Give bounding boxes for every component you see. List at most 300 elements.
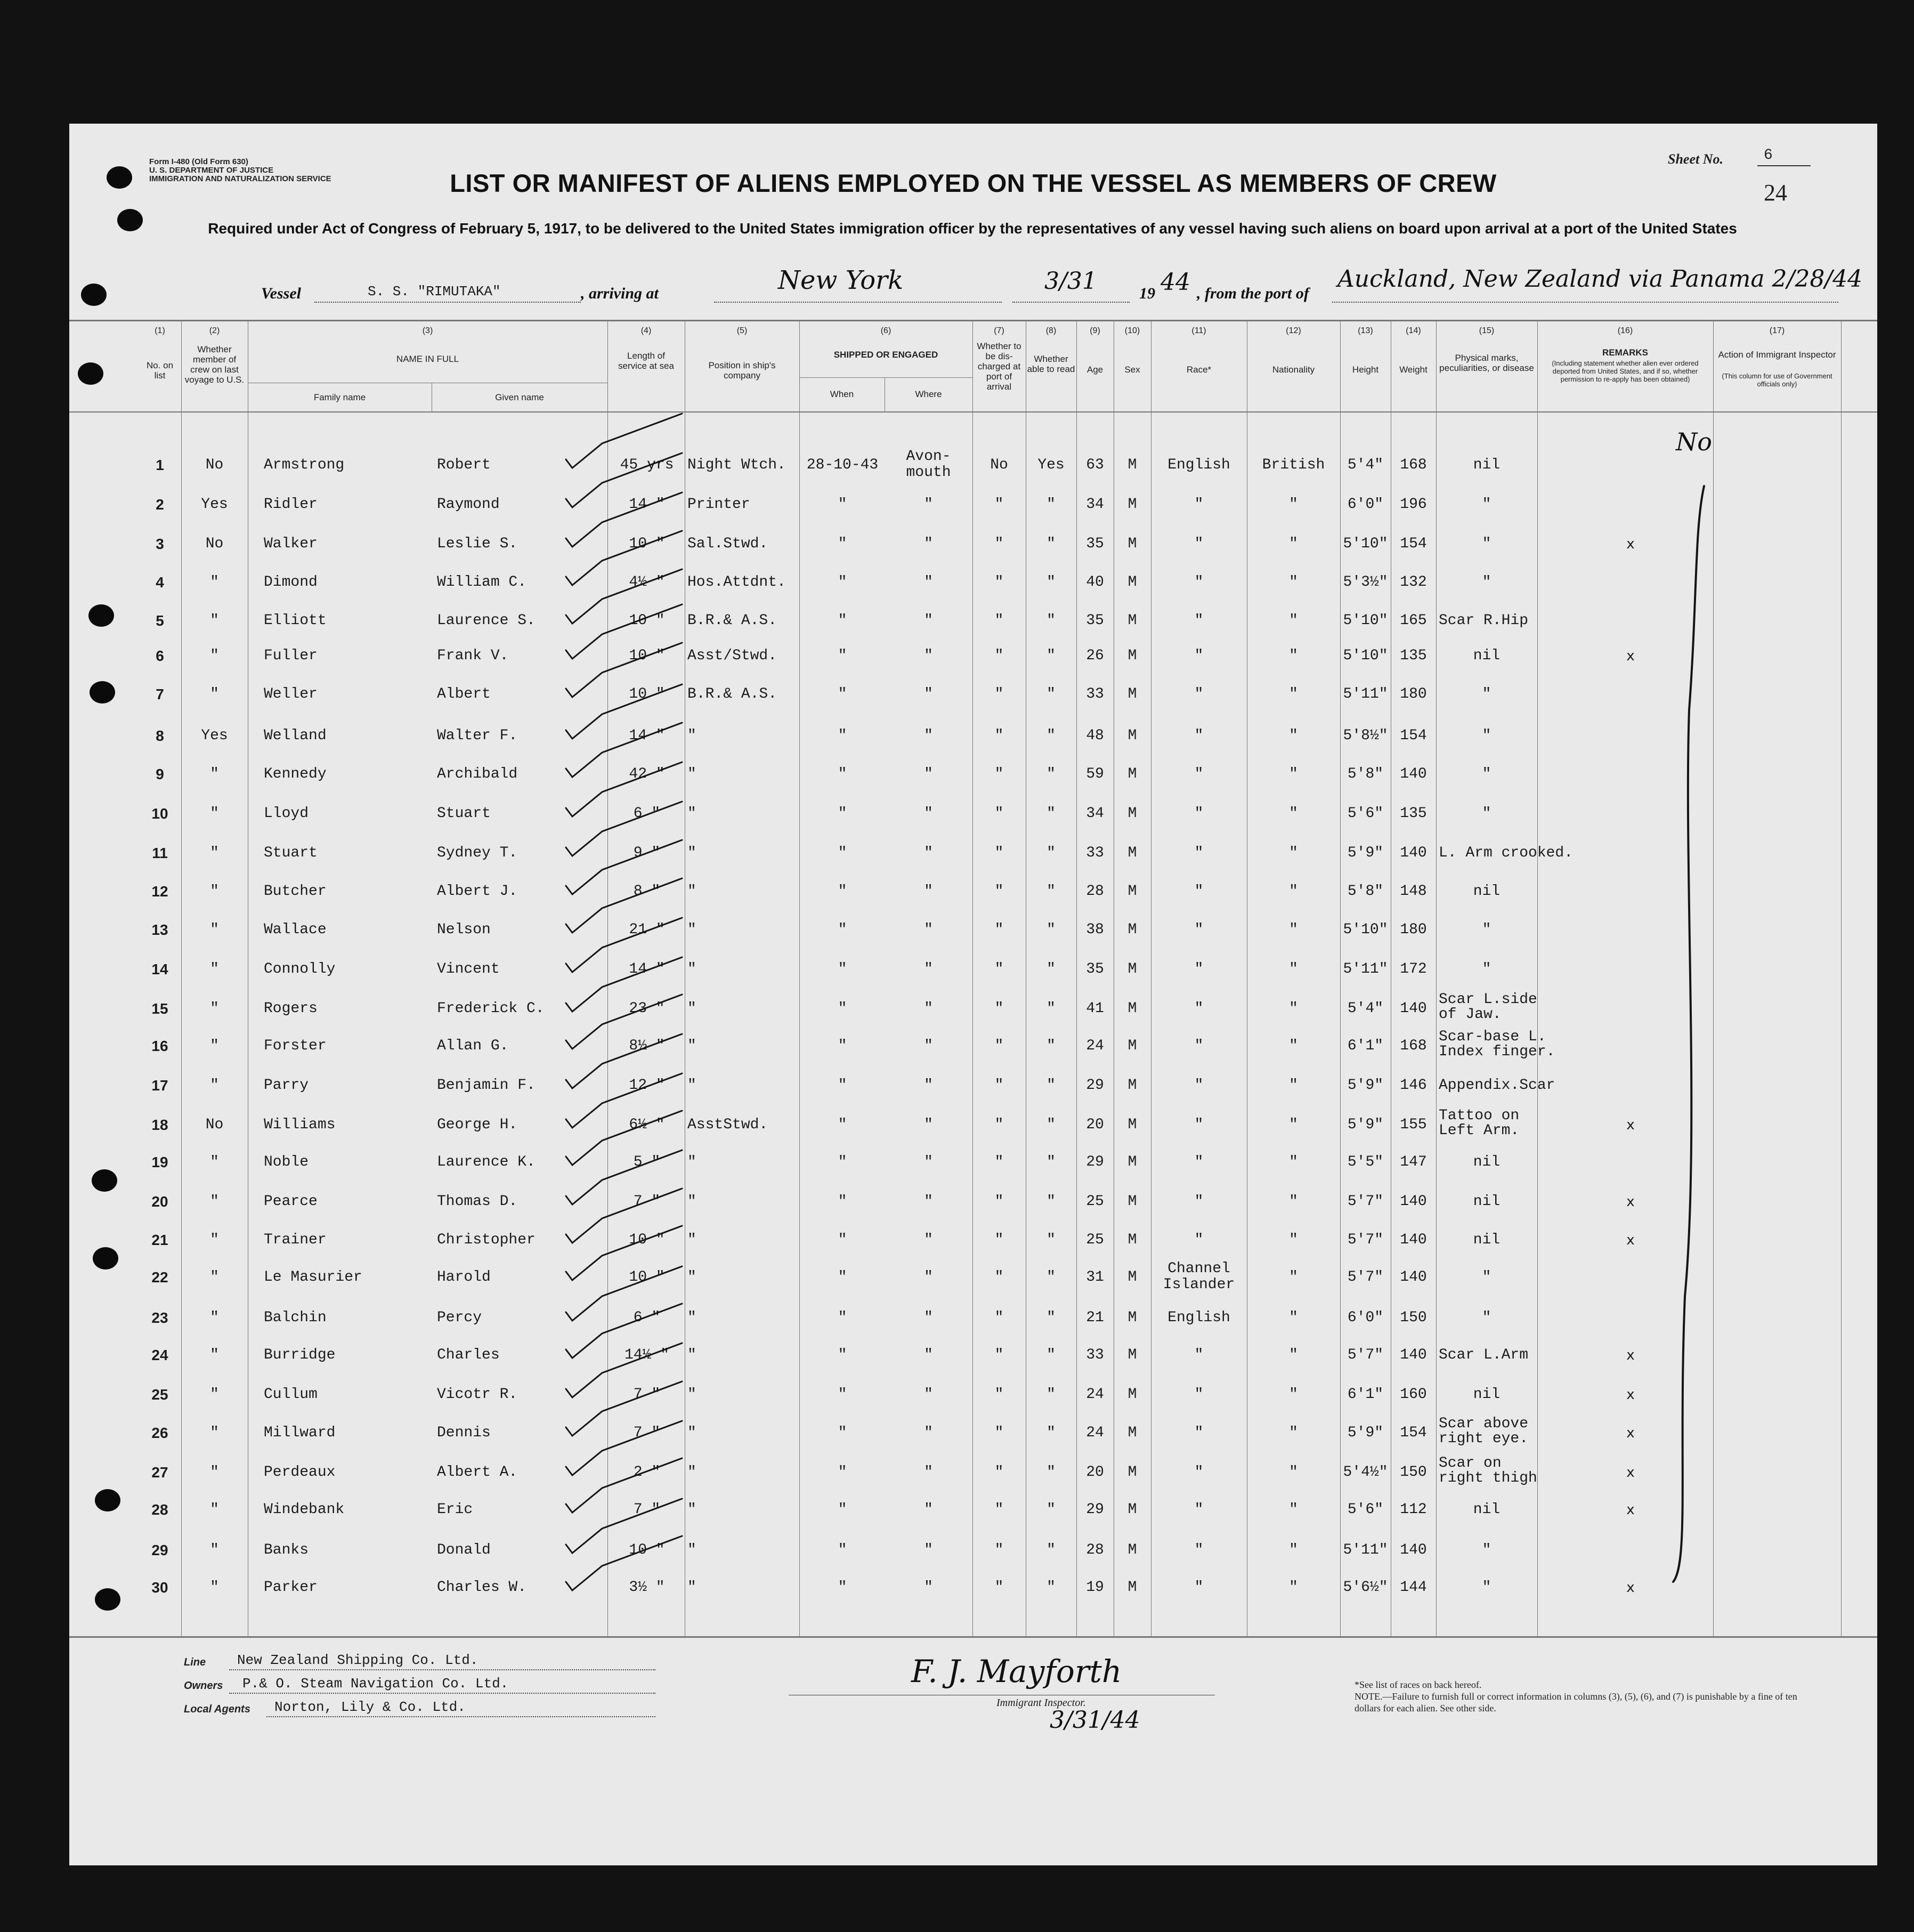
physical-marks-cell: " — [1482, 496, 1491, 513]
given-name-cell: Albert A. — [437, 1464, 518, 1481]
height-cell: 5'9" — [1347, 1117, 1384, 1133]
col-header-marks: Physical marks, peculiarities, or disease — [1439, 353, 1534, 373]
race-cell: " — [1194, 1232, 1204, 1248]
check-mark — [566, 1499, 682, 1553]
race-cell: " — [1194, 766, 1204, 782]
height-cell: 5'8" — [1347, 766, 1384, 782]
engaged-where-cell: " — [924, 1542, 933, 1558]
can-read-cell: " — [1047, 1347, 1056, 1363]
height-cell: 5'9" — [1347, 1077, 1384, 1094]
discharged-cell: " — [994, 496, 1004, 513]
position-cell: " — [687, 1579, 696, 1596]
position-cell: " — [687, 1386, 696, 1403]
position-cell: " — [687, 1269, 696, 1286]
age-cell: 24 — [1086, 1038, 1104, 1054]
service-cell: 14 " — [629, 961, 665, 977]
service-cell: 7 " — [633, 1193, 661, 1210]
age-cell: 59 — [1086, 766, 1104, 782]
weight-cell: 155 — [1400, 1117, 1427, 1133]
can-read-cell: " — [1047, 1425, 1056, 1441]
physical-marks-cell: nil — [1473, 457, 1501, 473]
position-cell: B.R.& A.S. — [687, 686, 777, 702]
engaged-when-cell: " — [838, 1232, 847, 1248]
weight-cell: 140 — [1400, 1347, 1427, 1363]
engaged-when-cell: " — [838, 1464, 847, 1481]
engaged-where-cell: " — [924, 1154, 933, 1170]
last-voyage-cell: " — [210, 1386, 219, 1403]
race-cell: " — [1194, 1117, 1204, 1133]
family-name-cell: Dimond — [264, 574, 318, 591]
age-cell: 38 — [1086, 921, 1104, 938]
height-cell: 6'1" — [1347, 1386, 1384, 1403]
sex-cell: M — [1128, 686, 1137, 702]
can-read-cell: " — [1047, 536, 1056, 552]
discharged-cell: " — [994, 1309, 1004, 1326]
engaged-when-cell: " — [838, 496, 847, 513]
row-number: 7 — [156, 686, 164, 702]
engaged-when-cell: " — [838, 648, 847, 664]
sex-cell: M — [1128, 1038, 1137, 1054]
nationality-cell: " — [1289, 1269, 1298, 1286]
engaged-when-cell: " — [838, 536, 847, 552]
race-cell: " — [1194, 1464, 1204, 1481]
age-cell: 33 — [1086, 686, 1104, 702]
physical-marks-cell: " — [1482, 727, 1491, 744]
given-name-cell: Charles W. — [437, 1579, 527, 1596]
family-name-cell: Weller — [264, 686, 318, 702]
nationality-cell: " — [1289, 727, 1298, 744]
height-cell: 6'1" — [1347, 1038, 1384, 1054]
race-cell: " — [1194, 612, 1204, 629]
physical-marks-cell: Scar above right eye. — [1439, 1416, 1529, 1447]
discharged-cell: " — [994, 686, 1004, 702]
discharged-cell: " — [994, 1000, 1004, 1017]
nationality-cell: British — [1262, 457, 1325, 473]
col-header-name: NAME IN FULL — [396, 354, 459, 364]
weight-cell: 160 — [1400, 1386, 1427, 1403]
weight-cell: 180 — [1400, 686, 1427, 702]
service-cell: 7 " — [633, 1386, 661, 1403]
nationality-cell: " — [1289, 612, 1298, 629]
engaged-when-cell: " — [838, 961, 847, 977]
inspector-label: Immigrant Inspector. — [996, 1697, 1086, 1709]
check-mark — [566, 1421, 682, 1475]
physical-marks-cell: L. Arm crooked. — [1439, 845, 1574, 861]
physical-marks-cell: nil — [1473, 1232, 1501, 1248]
check-mark — [566, 531, 682, 585]
race-cell: English — [1167, 457, 1230, 473]
col-header-weight: Weight — [1399, 365, 1428, 375]
sex-cell: M — [1128, 845, 1137, 861]
height-cell: 6'0" — [1347, 1309, 1384, 1326]
last-voyage-cell: " — [210, 1038, 219, 1054]
last-voyage-cell: " — [210, 1347, 219, 1363]
family-name-cell: Butcher — [264, 883, 327, 900]
last-voyage-cell: " — [210, 612, 219, 629]
col-header-no: No. on list — [146, 360, 174, 381]
departure-port-handwritten: Auckland, New Zealand via Panama 2/28/44 — [1337, 265, 1863, 293]
inspector-brace-line — [1673, 486, 1704, 1582]
family-name-cell: Balchin — [264, 1309, 327, 1326]
row-number: 6 — [156, 648, 164, 664]
col-header-remarks-note: (Including statement whether alien ever ordered deported from United States, and if so, whether permission to re-apply has been obtained) — [1552, 359, 1699, 383]
position-cell: " — [687, 883, 696, 900]
nationality-cell: " — [1289, 1386, 1298, 1403]
engaged-where-cell: " — [924, 961, 933, 977]
weight-cell: 150 — [1400, 1464, 1427, 1481]
physical-marks-cell: " — [1482, 536, 1491, 552]
family-name-cell: Wallace — [264, 921, 327, 938]
last-voyage-cell: No — [205, 536, 224, 552]
height-cell: 5'5" — [1347, 1154, 1384, 1170]
check-mark — [566, 802, 682, 856]
height-cell: 5'7" — [1347, 1232, 1384, 1248]
last-voyage-cell: " — [210, 1425, 219, 1441]
nationality-cell: " — [1289, 1038, 1298, 1054]
position-cell: Printer — [687, 496, 750, 513]
age-cell: 26 — [1086, 648, 1104, 664]
position-cell: " — [687, 1232, 696, 1248]
remark-cell: x — [1626, 536, 1635, 552]
arrival-date-handwritten: 3/31 — [1044, 268, 1097, 295]
service-cell: 6½ " — [629, 1117, 665, 1133]
engaged-when-cell: " — [838, 1038, 847, 1054]
engaged-where-cell: " — [924, 496, 933, 513]
remark-cell: x — [1626, 1425, 1635, 1441]
nationality-cell: " — [1289, 1000, 1298, 1017]
physical-marks-cell: " — [1482, 921, 1491, 938]
race-cell: " — [1194, 648, 1204, 664]
family-name-cell: Lloyd — [264, 805, 309, 822]
col-num: (11) — [1191, 326, 1206, 335]
row-number: 17 — [151, 1077, 168, 1094]
sex-cell: M — [1128, 1000, 1137, 1017]
sex-cell: M — [1128, 727, 1137, 744]
service-cell: 10 " — [629, 612, 665, 629]
engaged-where-cell: " — [924, 536, 933, 552]
weight-cell: 165 — [1400, 612, 1427, 629]
col-header-discharged: Whether to be dis-charged at port of arrival — [977, 341, 1021, 392]
engaged-when-cell: " — [838, 1425, 847, 1441]
col-num: (1) — [155, 326, 165, 335]
row-number: 25 — [151, 1386, 168, 1403]
col-num: (10) — [1124, 326, 1140, 335]
position-cell: " — [687, 1501, 696, 1518]
service-cell: 7 " — [633, 1501, 661, 1518]
col-header-inspector: Action of Immigrant Inspector — [1718, 350, 1836, 360]
discharged-cell: " — [994, 727, 1004, 744]
row-number: 3 — [156, 536, 164, 552]
discharged-cell: " — [994, 1579, 1004, 1596]
family-name-cell: Rogers — [264, 1000, 318, 1017]
discharged-cell: " — [994, 1117, 1004, 1133]
height-cell: 5'7" — [1347, 1193, 1384, 1210]
family-name-cell: Armstrong — [264, 457, 345, 473]
race-cell: " — [1194, 1038, 1204, 1054]
engaged-where-cell: Avon- mouth — [906, 448, 951, 481]
given-name-cell: Raymond — [437, 496, 500, 513]
given-name-cell: Sydney T. — [437, 845, 518, 861]
from-port-label: , from the port of — [1197, 285, 1309, 302]
check-mark — [566, 1189, 682, 1243]
weight-cell: 140 — [1400, 845, 1427, 861]
given-name-cell: Vincent — [437, 961, 500, 977]
row-number: 27 — [151, 1464, 168, 1481]
nationality-cell: " — [1289, 1464, 1298, 1481]
owners-label: Owners — [184, 1680, 223, 1692]
can-read-cell: " — [1047, 1000, 1056, 1017]
service-cell: 6 " — [633, 1309, 661, 1326]
position-cell: " — [687, 845, 696, 861]
service-cell: 45 yrs — [620, 457, 674, 473]
remark-cell: x — [1626, 1347, 1635, 1363]
nationality-cell: " — [1289, 1193, 1298, 1210]
physical-marks-cell: nil — [1473, 1501, 1501, 1518]
height-cell: 5'6½" — [1343, 1579, 1388, 1596]
col-header-nationality: Nationality — [1272, 365, 1315, 375]
last-voyage-cell: Yes — [201, 496, 228, 513]
engaged-where-cell: " — [924, 1232, 933, 1248]
given-name-cell: Frank V. — [437, 648, 509, 664]
service-cell: 8½ " — [629, 1038, 665, 1054]
race-cell: English — [1167, 1309, 1230, 1326]
can-read-cell: " — [1047, 766, 1056, 782]
given-name-cell: Christopher — [437, 1232, 536, 1248]
given-name-cell: Walter F. — [437, 727, 518, 744]
height-cell: 5'3½" — [1343, 574, 1388, 591]
row-number: 5 — [156, 612, 164, 629]
nationality-cell: " — [1289, 686, 1298, 702]
race-cell: " — [1194, 1542, 1204, 1558]
engaged-when-cell: " — [838, 1386, 847, 1403]
can-read-cell: " — [1047, 1232, 1056, 1248]
engaged-when-cell: " — [838, 766, 847, 782]
engaged-where-cell: " — [924, 845, 933, 861]
given-name-cell: Leslie S. — [437, 536, 518, 552]
engaged-when-cell: " — [838, 686, 847, 702]
race-cell: " — [1194, 1000, 1204, 1017]
form-id-line: U. S. DEPARTMENT OF JUSTICE — [149, 166, 274, 175]
col-subheader-family: Family name — [313, 392, 366, 402]
col-header-shipped: SHIPPED OR ENGAGED — [833, 350, 938, 360]
position-cell: " — [687, 1000, 696, 1017]
discharged-cell: " — [994, 1501, 1004, 1518]
service-cell: 10 " — [629, 1269, 665, 1286]
age-cell: 29 — [1086, 1501, 1104, 1518]
row-number: 11 — [152, 845, 168, 861]
height-cell: 5'10" — [1343, 612, 1388, 629]
family-name-cell: Fuller — [264, 648, 318, 664]
row-number: 24 — [151, 1347, 168, 1363]
age-cell: 34 — [1086, 805, 1104, 822]
engaged-when-cell: " — [838, 845, 847, 861]
nationality-cell: " — [1289, 961, 1298, 977]
row-number: 26 — [151, 1425, 168, 1441]
discharged-cell: " — [994, 766, 1004, 782]
can-read-cell: " — [1047, 845, 1056, 861]
age-cell: 20 — [1086, 1117, 1104, 1133]
inspector-action-handwritten: No — [1676, 427, 1712, 456]
race-cell: " — [1194, 883, 1204, 900]
handwritten-marks — [69, 124, 1877, 1865]
page-number: 24 — [1764, 180, 1787, 206]
col-subheader-when: When — [830, 389, 854, 399]
given-name-cell: Percy — [437, 1309, 482, 1326]
col-header-remarks: REMARKS — [1602, 347, 1648, 358]
last-voyage-cell: " — [210, 845, 219, 861]
sex-cell: M — [1128, 1542, 1137, 1558]
nationality-cell: " — [1289, 1077, 1298, 1094]
row-number: 22 — [151, 1269, 168, 1286]
given-name-cell: Nelson — [437, 921, 491, 938]
col-num: (12) — [1286, 326, 1301, 335]
position-cell: " — [687, 1077, 696, 1094]
service-cell: 23 " — [629, 1000, 665, 1017]
height-cell: 5'4" — [1347, 1000, 1384, 1017]
col-num: (7) — [994, 326, 1004, 335]
engaged-when-cell: " — [838, 1347, 847, 1363]
physical-marks-cell: nil — [1473, 1154, 1501, 1170]
height-cell: 5'11" — [1343, 961, 1388, 977]
line-label: Line — [184, 1656, 206, 1668]
height-cell: 5'8½" — [1343, 727, 1388, 744]
race-cell: " — [1194, 536, 1204, 552]
position-cell: AsstStwd. — [687, 1117, 768, 1133]
nationality-cell: " — [1289, 1309, 1298, 1326]
sex-cell: M — [1128, 1464, 1137, 1481]
engaged-when-cell: " — [838, 921, 847, 938]
race-cell: " — [1194, 1154, 1204, 1170]
physical-marks-cell: Appendix.Scar — [1439, 1077, 1555, 1094]
row-number: 18 — [151, 1117, 168, 1133]
position-cell: " — [687, 1038, 696, 1054]
remark-cell: x — [1626, 1580, 1635, 1596]
physical-marks-cell: Scar L.Arm — [1439, 1347, 1529, 1363]
sex-cell: M — [1128, 648, 1137, 664]
engaged-where-cell: " — [924, 1386, 933, 1403]
engaged-where-cell: " — [924, 648, 933, 664]
race-cell: " — [1194, 1501, 1204, 1518]
check-mark — [566, 840, 682, 894]
age-cell: 33 — [1086, 1347, 1104, 1363]
physical-marks-cell: " — [1482, 1269, 1491, 1286]
engaged-where-cell: " — [924, 921, 933, 938]
physical-marks-cell: " — [1482, 805, 1491, 822]
given-name-cell: Eric — [437, 1501, 473, 1518]
given-name-cell: Dennis — [437, 1425, 491, 1441]
age-cell: 21 — [1086, 1309, 1104, 1326]
nationality-cell: " — [1289, 845, 1298, 861]
physical-marks-cell: " — [1482, 686, 1491, 702]
can-read-cell: " — [1047, 496, 1056, 513]
row-number: 19 — [151, 1154, 168, 1170]
sex-cell: M — [1128, 574, 1137, 591]
discharged-cell: No — [990, 457, 1008, 473]
discharged-cell: " — [994, 921, 1004, 938]
position-cell: Asst/Stwd. — [687, 648, 777, 664]
engaged-where-cell: " — [924, 574, 933, 591]
col-num: (2) — [209, 326, 220, 335]
age-cell: 20 — [1086, 1464, 1104, 1481]
last-voyage-cell: " — [210, 1501, 219, 1518]
physical-marks-cell: nil — [1473, 648, 1501, 664]
last-voyage-cell: " — [210, 921, 219, 938]
family-name-cell: Welland — [264, 727, 327, 744]
discharged-cell: " — [994, 536, 1004, 552]
sex-cell: M — [1128, 496, 1137, 513]
given-name-cell: Archibald — [437, 766, 518, 782]
race-cell: " — [1194, 921, 1204, 938]
discharged-cell: " — [994, 1038, 1004, 1054]
age-cell: 41 — [1086, 1000, 1104, 1017]
height-cell: 5'11" — [1343, 1542, 1388, 1558]
race-cell: " — [1194, 1425, 1204, 1441]
weight-cell: 150 — [1400, 1309, 1427, 1326]
race-cell: " — [1194, 727, 1204, 744]
remark-cell: x — [1626, 1232, 1635, 1248]
service-cell: 6 " — [633, 805, 661, 822]
remark-cell: x — [1626, 1194, 1635, 1210]
engaged-where-cell: " — [924, 1077, 933, 1094]
remark-cell: x — [1626, 1502, 1635, 1518]
col-num: (5) — [736, 326, 748, 335]
physical-marks-cell: " — [1482, 766, 1491, 782]
engaged-where-cell: " — [924, 1579, 933, 1596]
last-voyage-cell: " — [210, 1542, 219, 1558]
sex-cell: M — [1128, 1309, 1137, 1326]
age-cell: 24 — [1086, 1386, 1104, 1403]
engaged-when-cell: " — [838, 1309, 847, 1326]
discharged-cell: " — [994, 961, 1004, 977]
row-number: 10 — [151, 805, 168, 822]
sex-cell: M — [1128, 883, 1137, 900]
height-cell: 5'8" — [1347, 883, 1384, 900]
nationality-cell: " — [1289, 574, 1298, 591]
can-read-cell: " — [1047, 1579, 1056, 1596]
can-read-cell: " — [1047, 1117, 1056, 1133]
height-cell: 5'9" — [1347, 845, 1384, 861]
sex-cell: M — [1128, 612, 1137, 629]
engaged-when-cell: " — [838, 1501, 847, 1518]
physical-marks-cell: Scar L.side of Jaw. — [1439, 991, 1537, 1023]
given-name-cell: Vicotr R. — [437, 1386, 518, 1403]
row-number: 28 — [151, 1501, 168, 1518]
last-voyage-cell: " — [210, 1154, 219, 1170]
nationality-cell: " — [1289, 766, 1298, 782]
engaged-where-cell: " — [924, 1464, 933, 1481]
check-mark — [566, 604, 682, 659]
sheet-label: Sheet No. — [1668, 151, 1723, 167]
row-number: 16 — [151, 1038, 168, 1054]
col-header-race: Race* — [1186, 365, 1212, 375]
engaged-when-cell: " — [838, 574, 847, 591]
can-read-cell: " — [1047, 1077, 1056, 1094]
family-name-cell: Cullum — [264, 1386, 318, 1403]
discharged-cell: " — [994, 1193, 1004, 1210]
family-name-cell: Trainer — [264, 1232, 327, 1248]
can-read-cell: " — [1047, 1193, 1056, 1210]
engaged-when-cell: " — [838, 1193, 847, 1210]
position-cell: " — [687, 1154, 696, 1170]
vessel-name: S. S. "RIMUTAKA" — [368, 284, 501, 300]
position-cell: " — [687, 1347, 696, 1363]
remark-cell: x — [1626, 1387, 1635, 1403]
nationality-cell: " — [1289, 921, 1298, 938]
age-cell: 29 — [1086, 1154, 1104, 1170]
age-cell: 63 — [1086, 457, 1104, 473]
weight-cell: 140 — [1400, 1232, 1427, 1248]
col-header-service: Length of service at sea — [618, 351, 674, 371]
